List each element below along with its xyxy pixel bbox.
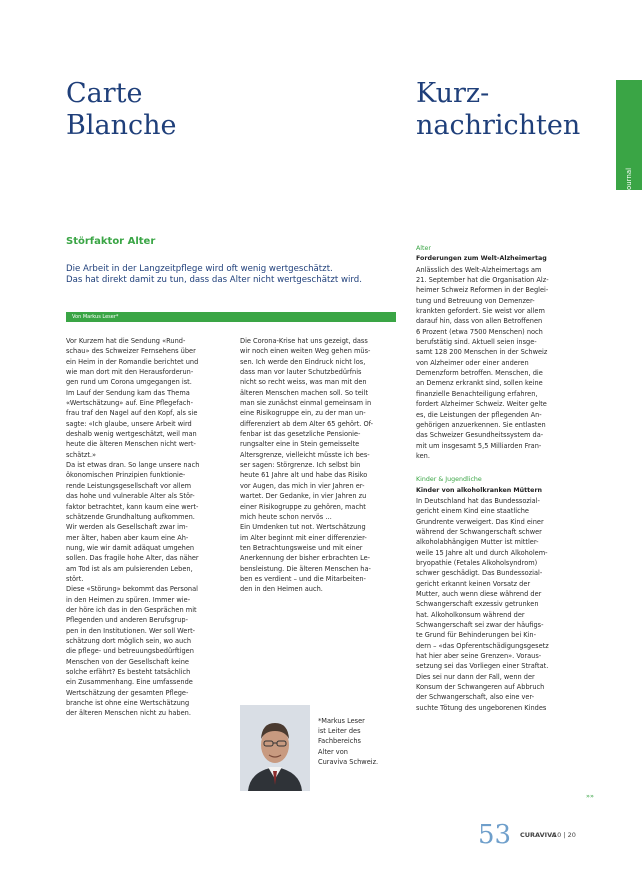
- text-line: ken.: [416, 451, 430, 460]
- text-line: darauf hin, dass von allen Betroffenen: [416, 317, 543, 326]
- text-line: finanzielle Benachteiligung erfahren,: [416, 389, 538, 398]
- text-line: sen. Ich werde den Eindruck nicht los,: [240, 357, 366, 366]
- text-line: gen rund um Corona umgegangen ist.: [66, 378, 192, 387]
- news-body-kinder: [416, 496, 578, 713]
- journal-tab-label: Journal: [625, 167, 633, 193]
- caption-line: Alter von: [318, 747, 348, 756]
- news-column: [416, 244, 578, 713]
- text-line: den in den Heimen auch.: [240, 585, 323, 594]
- text-line: Wertschätzung der gesamten Pflege-: [66, 688, 189, 697]
- text-line: wie man dort mit den Herausforderun-: [66, 368, 194, 377]
- title-line: nachrichten: [416, 110, 581, 141]
- text-line: heute die älteren Menschen nicht wert-: [66, 440, 196, 449]
- text-line: die pflege- und betreuungsbedürftigen: [66, 647, 194, 656]
- text-line: im Alter beginnt mit einer differenzier-: [240, 533, 367, 542]
- text-line: wartet. Der Gedanke, in vier Jahren zu: [240, 492, 367, 501]
- text-line: In Deutschland hat das Bundessozial-: [416, 496, 540, 505]
- portrait-illustration: [240, 705, 310, 791]
- article-column-1: [66, 336, 230, 719]
- text-line: Grundrente verweigert. Das Kind einer: [416, 517, 544, 526]
- text-line: deshalb wenig wertgeschätzt, weil man: [66, 430, 197, 439]
- news-headline-alzheimer: Forderungen zum Welt-Alzheimertag: [416, 255, 547, 263]
- text-line: Wir werden als Gesellschaft zwar im-: [66, 523, 188, 532]
- text-line: der höre ich das in den Gesprächen mit: [66, 605, 197, 614]
- caption-line: *Markus Leser: [318, 717, 365, 725]
- text-line: Anerkennung der bisher erbrachten Le-: [240, 554, 371, 563]
- text-line: setzung sei das Vorliegen einer Straftat.: [416, 662, 549, 671]
- text-line: Demenzform betroffen. Menschen, die: [416, 369, 543, 378]
- text-line: hat hier aber seine Grenzen». Voraus-: [416, 652, 542, 661]
- news-body-alzheimer: [416, 265, 578, 462]
- text-line: schwer geschädigt. Das Bundessozial-: [416, 569, 543, 578]
- text-line: gericht erkannt keinen Vorsatz der: [416, 579, 531, 588]
- text-line: Menschen von der Gesellschaft keine: [66, 657, 189, 666]
- journal-side-tab: [616, 80, 642, 193]
- text-line: ben es verdient – und die Mitarbeiten-: [240, 574, 366, 583]
- article-kicker: Störfaktor Alter: [66, 236, 156, 247]
- author-bar: Von Markus Leser*: [66, 312, 396, 322]
- author-caption: [318, 716, 410, 767]
- text-line: bensleistung. Die älteren Menschen ha-: [240, 564, 371, 573]
- magazine-brand: CURAVIVA: [520, 831, 557, 839]
- text-line: der Schwangerschaft, also eine ver-: [416, 693, 535, 702]
- text-line: Anlässlich des Welt-Alzheimertags am: [416, 265, 542, 274]
- caption-line: Fachbereichs: [318, 737, 361, 746]
- lead-line: Das hat direkt damit zu tun, dass das Alter nicht wertgeschätzt wird.: [66, 275, 362, 285]
- text-line: von Alzheimer oder einer anderen: [416, 358, 529, 367]
- text-line: das hohe und vulnerable Alter als Stör-: [66, 492, 195, 501]
- continue-arrows: »»: [586, 792, 594, 800]
- text-line: alkoholabhängigen Mutter ist mittler-: [416, 538, 539, 547]
- text-line: frau traf den Nagel auf den Kopf, als sie: [66, 409, 198, 418]
- text-line: fordert Alzheimer Schweiz. Weiter gelte: [416, 400, 547, 409]
- text-line: hat. Alkoholkonsum während der: [416, 610, 525, 619]
- text-line: 21. September hat die Organisation Alz-: [416, 276, 549, 285]
- text-line: branche ist ohne eine Wertschätzung: [66, 699, 190, 708]
- article-column-2: [240, 336, 404, 595]
- text-line: Im Lauf der Sendung kam das Thema: [66, 388, 190, 397]
- text-line: Altersgrenze, vielleicht müsste ich bes-: [240, 450, 370, 459]
- title-line: Kurz-: [416, 78, 490, 109]
- text-line: sollen. Das fragile hohe Alter, das näher: [66, 554, 199, 563]
- text-line: bryopathie (Fetales Alkoholsyndrom): [416, 558, 538, 567]
- text-line: heimer Schweiz Reformen in der Beglei-: [416, 286, 549, 295]
- kurznachrichten-title: [416, 78, 580, 142]
- text-line: einer Risikogruppe zu gehören, macht: [240, 502, 366, 511]
- text-line: krankten gefordert. Sie weist vor allem: [416, 307, 545, 316]
- caption-line: Curaviva Schweiz.: [318, 757, 379, 766]
- text-line: heute 61 Jahre alt und habe das Risiko: [240, 471, 368, 480]
- text-line: wir noch einen weiten Weg gehen müs-: [240, 347, 371, 356]
- text-line: tung und Betreuung von Demenzer-: [416, 296, 535, 305]
- text-line: während der Schwangerschaft schwer: [416, 527, 542, 536]
- author-portrait: [240, 705, 310, 791]
- text-line: stört.: [66, 574, 84, 583]
- text-line: Dies sei nur dann der Fall, wenn der: [416, 672, 535, 681]
- text-line: rende Leistungsgesellschaft vor allem: [66, 481, 192, 490]
- text-line: berufstätig sind. Aktuell seien insge-: [416, 338, 537, 347]
- text-line: rungsalter eine in Stein gemeisselte: [240, 440, 360, 449]
- text-line: Mutter, auch wenn diese während der: [416, 590, 542, 598]
- text-line: mit um insgesamt 5,5 Milliarden Fran-: [416, 441, 542, 450]
- text-line: weile 15 Jahre alt und durch Alkoholem-: [416, 548, 548, 557]
- text-line: dass man vor lauter Schutzbedürfnis: [240, 368, 362, 377]
- text-line: ein Zusammenhang. Eine umfassende: [66, 678, 193, 687]
- text-line: differenziert ab dem Alter 65 gehört. Of-: [240, 419, 373, 428]
- news-headline-kinder: Kinder von alkoholkranken Müttern: [416, 486, 543, 494]
- text-line: mich heute schon nervös …: [240, 512, 332, 521]
- text-line: Vor Kurzem hat die Sendung «Rund-: [66, 337, 186, 345]
- lead-line: Die Arbeit in der Langzeitpflege wird oft wenig wertgeschätzt.: [66, 264, 333, 274]
- text-line: ökonomischen Prinzipien funktionie-: [66, 471, 186, 480]
- text-line: faktor betrachtet, kann kaum eine wert-: [66, 502, 199, 511]
- text-line: te Grund für Behinderungen bei Kin-: [416, 631, 536, 640]
- news-section-label-kinder: Kinder & Jugendliche: [416, 476, 482, 484]
- text-line: Die Corona-Krise hat uns gezeigt, dass: [240, 337, 368, 345]
- text-line: das Schweizer Gesundheitssystem da-: [416, 431, 544, 440]
- text-line: man sie zunächst einmal gemeinsam in: [240, 399, 372, 408]
- text-line: pen in den Institutionen. Wer soll Wert-: [66, 626, 196, 635]
- title-line: Carte: [66, 78, 143, 109]
- text-line: älteren Menschen machen soll. So teilt: [240, 388, 369, 397]
- news-section-label-alter: Alter: [416, 245, 431, 252]
- text-line: fenbar ist das gesetzliche Pensionie-: [240, 430, 361, 439]
- text-line: es, die Leistungen der pflegenden An-: [416, 410, 542, 419]
- text-line: «Wertschätzung» auf. Eine Pflegefach-: [66, 399, 193, 408]
- text-line: Pflegenden und anderen Berufsgrup-: [66, 616, 188, 625]
- text-line: nicht so recht weiss, was man mit den: [240, 378, 367, 387]
- text-line: dern – «das Opferentschädigungsgesetz: [416, 641, 549, 650]
- text-line: suchte Tötung des ungeborenen Kindes: [416, 703, 547, 712]
- text-line: solche erfährt? Es besteht tatsächlich: [66, 668, 191, 676]
- text-line: Diese «Störung» bekommt das Personal: [66, 585, 198, 594]
- text-line: sagte: «Ich glaube, unsere Arbeit wird: [66, 419, 192, 428]
- text-line: eine Risikogruppe ein, zu der man un-: [240, 409, 366, 418]
- text-line: ein Heim in der Romandie berichtet und: [66, 357, 199, 366]
- issue-number: 10 | 20: [553, 831, 576, 839]
- caption-line: ist Leiter des: [318, 727, 361, 736]
- text-line: der älteren Menschen nicht zu haben.: [66, 709, 191, 718]
- text-line: 6 Prozent (etwa 7500 Menschen) noch: [416, 327, 543, 336]
- text-line: vor Augen, das mich in vier Jahren er-: [240, 481, 365, 490]
- text-line: schätzung dort möglich sein, wo auch: [66, 636, 192, 645]
- text-line: Ein Umdenken tut not. Wertschätzung: [240, 523, 366, 532]
- text-line: an Demenz erkrankt sind, sollen keine: [416, 379, 543, 388]
- text-line: Konsum der Schwangeren auf Abbruch: [416, 683, 545, 692]
- text-line: Schwangerschaft sei zwar der häufigs-: [416, 621, 544, 630]
- page-number: 53: [478, 820, 512, 850]
- text-line: gericht einem Kind eine staatliche: [416, 507, 529, 516]
- article-lead: [66, 264, 406, 286]
- title-line: Blanche: [66, 110, 177, 141]
- text-line: mer älter, haben aber kaum eine Ah-: [66, 533, 189, 542]
- text-line: Da ist etwas dran. So lange unsere nach: [66, 461, 200, 470]
- text-line: am Tod ist als am pulsierenden Leben,: [66, 564, 193, 573]
- carte-blanche-title: [66, 78, 176, 142]
- text-line: schau» des Schweizer Fernsehens über: [66, 347, 196, 356]
- text-line: ten Betrachtungsweise und mit einer: [240, 543, 363, 552]
- text-line: Schwangerschaft exzessiv getrunken: [416, 600, 539, 609]
- text-line: schätzt.»: [66, 450, 97, 459]
- text-line: samt 128 200 Menschen in der Schweiz: [416, 348, 548, 357]
- text-line: schätzende Grundhaltung aufkommen.: [66, 512, 195, 521]
- text-line: in den Heimen zu spüren. Immer wie-: [66, 595, 191, 604]
- text-line: nung, wie wir damit adäquat umgehen: [66, 543, 195, 552]
- text-line: gehörigen anzuerkennen. Sie entlasten: [416, 420, 546, 429]
- text-line: ser sagen: Störgrenze. Ich selbst bin: [240, 461, 361, 470]
